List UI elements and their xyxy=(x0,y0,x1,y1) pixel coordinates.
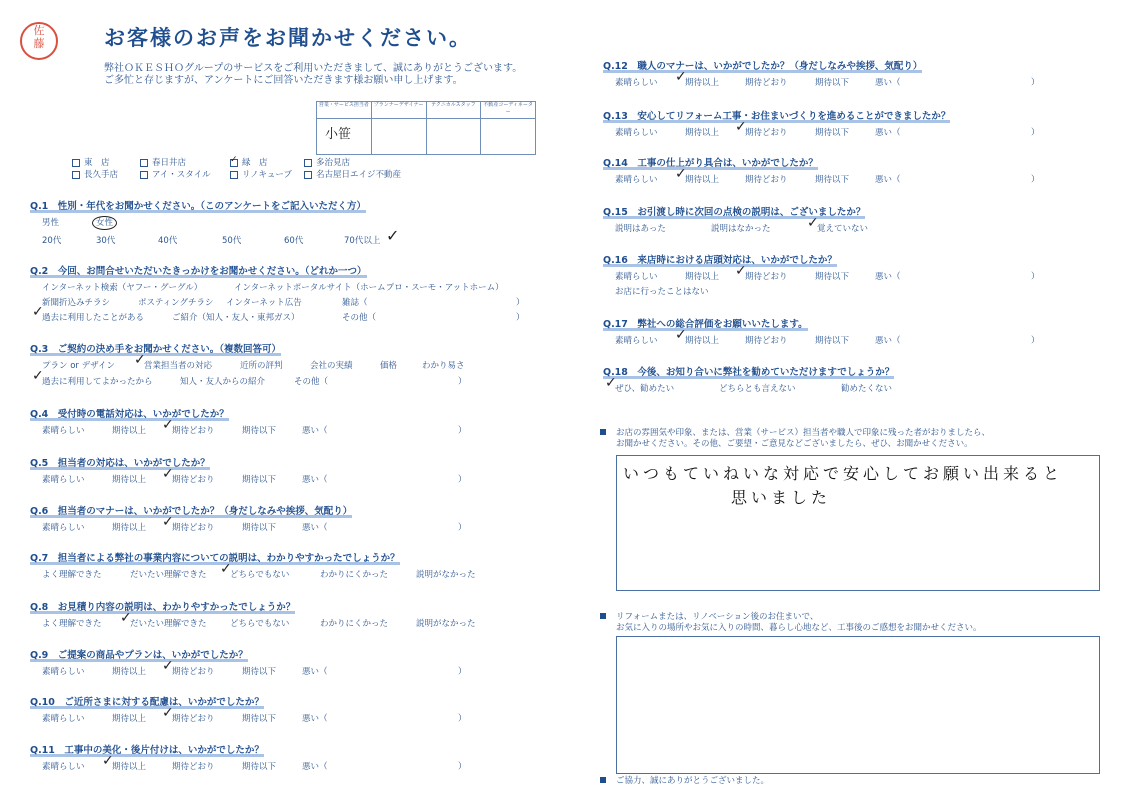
answer-row: 素晴らしい 期待以上 ✓ 期待どおり 期待以下 悪い（ ） xyxy=(30,473,210,485)
answer-option[interactable]: 期待どおり xyxy=(745,336,788,346)
question-5 xyxy=(30,455,467,485)
answer-option-selected[interactable]: ✓ だいたい理解できた xyxy=(130,617,207,629)
checkbox[interactable] xyxy=(304,171,312,179)
answer-option[interactable]: 悪い（ xyxy=(302,714,328,724)
answer-row: 素晴らしい ✓ 期待以上 期待どおり 期待以下 悪い（ ） xyxy=(603,173,818,185)
answer-row: 素晴らしい ✓ 期待以上 期待どおり 期待以下 悪い（ ） xyxy=(603,76,922,88)
store-option[interactable]: ✓ 緑 店 xyxy=(230,158,268,169)
store-option[interactable]: 名古屋日エイジ不動産 xyxy=(304,170,401,181)
answer-option[interactable]: 50代 xyxy=(222,236,242,246)
answer-option[interactable]: プラン or デザイン xyxy=(42,361,116,371)
answer-option[interactable]: 期待以下 xyxy=(242,667,277,677)
answer-option[interactable]: 素晴らしい xyxy=(42,714,85,724)
bullet-square-icon xyxy=(600,613,606,619)
answer-option[interactable]: 価格 xyxy=(380,361,398,371)
answer-row xyxy=(603,222,869,234)
comment-2-prompt: リフォームまたは、リノベーション後のお住まいで、 お気に入りの場所やお気に入りの時間、暮らし心地など、工事後のご感想をお聞かせください。 xyxy=(600,612,982,634)
question-16 xyxy=(603,252,1040,297)
answer-option[interactable]: 期待以下 xyxy=(242,426,277,436)
answer-option[interactable]: 素晴らしい xyxy=(615,336,658,346)
question-title: Q.17 弊社への総合評価をお願いいたします。 xyxy=(603,319,808,330)
answer-option-selected[interactable]: ✓ 期待どおり xyxy=(172,424,215,436)
answer-option[interactable]: インターネット検索（ヤフー・グーグル） xyxy=(42,283,203,293)
answer-option[interactable]: 素晴らしい xyxy=(615,272,658,282)
seal-stamp xyxy=(20,22,58,60)
answer-option[interactable]: 悪い（ xyxy=(875,78,901,88)
answer-option[interactable]: 期待どおり xyxy=(745,78,788,88)
answer-option[interactable]: 悪い（ xyxy=(302,762,328,772)
answer-option[interactable]: 期待以上 xyxy=(685,272,720,282)
question-8 xyxy=(30,599,476,629)
answer-option[interactable]: 期待以下 xyxy=(242,475,277,485)
answer-option[interactable]: 悪い（ xyxy=(875,128,901,138)
staff-header: プランナーデザイナー xyxy=(372,102,426,119)
answer-option[interactable]: 悪い（ xyxy=(302,426,328,436)
intro-line-1: 弊社ＯＫＥＳＨＯグループのサービスをご利用いただきまして、誠にありがとうございます。 xyxy=(104,63,523,74)
question-title: Q.3 ご契約の決め手をお聞かせください。（複数回答可） xyxy=(30,344,282,355)
store-option[interactable]: アイ・スタイル xyxy=(140,170,211,181)
answer-option-selected[interactable]: ✓ 営業担当者の対応 xyxy=(144,359,212,371)
answer-option[interactable]: 素晴らしい xyxy=(615,175,658,185)
answer-option[interactable]: ご紹介（知人・友人・東邦ガス） xyxy=(172,313,300,323)
store-option[interactable]: 多治見店 xyxy=(304,158,350,169)
answer-row: 素晴らしい 期待以上 ✓ 期待どおり 期待以下 悪い（ ） xyxy=(30,665,248,677)
comment-1-box[interactable] xyxy=(616,455,1100,591)
question-15 xyxy=(603,204,869,234)
answer-option[interactable]: 悪い（ xyxy=(875,272,901,282)
answer-row xyxy=(30,226,400,246)
answer-option[interactable]: 会社の実績 xyxy=(310,361,353,371)
answer-option[interactable]: 期待以下 xyxy=(815,128,850,138)
answer-option-selected[interactable]: 女性 xyxy=(92,216,117,228)
bullet-square-icon xyxy=(600,429,606,435)
staff-col-realestate xyxy=(480,102,535,154)
answer-option[interactable]: 期待以上 xyxy=(112,523,147,533)
answer-option[interactable]: 悪い（ xyxy=(302,523,328,533)
answer-option-selected[interactable]: ✓ 過去に利用してよかったから xyxy=(42,375,153,387)
comment-2-box[interactable] xyxy=(616,636,1100,774)
comment-1-prompt: お店の雰囲気や印象、または、営業（サービス）担当者や職人で印象に残った者がおりましたら、 お聞かせください。その他、ご要望・ご意見などございましたら、ぜひ、お聞かせください。 xyxy=(600,428,990,450)
answer-option-selected[interactable]: ✓ 覚えていない xyxy=(817,222,868,234)
question-11 xyxy=(30,742,467,772)
answer-row xyxy=(603,382,894,394)
answer-option[interactable]: わかり易さ xyxy=(422,361,465,371)
answer-row: 素晴らしい 期待以上 ✓ 期待どおり 期待以下 悪い（ ） xyxy=(603,270,837,282)
question-title: Q.13 安心してリフォーム工事・お住まいづくりを進めることができましたか？ xyxy=(603,111,951,122)
question-2 xyxy=(30,263,525,323)
answer-option[interactable]: 期待以下 xyxy=(815,175,850,185)
answer-row xyxy=(30,617,476,629)
answer-option[interactable]: 素晴らしい xyxy=(42,523,85,533)
answer-option[interactable]: 20代 xyxy=(42,236,62,246)
answer-option[interactable]: 素晴らしい xyxy=(615,78,658,88)
answer-option[interactable]: 新聞折込みチラシ xyxy=(42,298,111,308)
question-title: Q.6 担当者のマナーは、いかがでしたか？（身だしなみや挨拶、気配り） xyxy=(30,506,353,517)
staff-name[interactable]: 小笹 xyxy=(325,127,352,142)
question-title: Q.15 お引渡し時に次回の点検の説明は、ございましたか？ xyxy=(603,207,866,218)
answer-option[interactable]: 男性 xyxy=(42,218,60,228)
question-title: Q.5 担当者の対応は、いかがでしたか？ xyxy=(30,458,210,469)
answer-option[interactable]: 素晴らしい xyxy=(42,762,85,772)
answer-option[interactable]: 70代以上 xyxy=(344,236,381,246)
answer-option[interactable]: 勧めたくない xyxy=(841,384,893,394)
answer-row: ✓ 過去に利用してよかったから 知人・友人からの紹介 その他（ ） xyxy=(30,375,281,387)
answer-row xyxy=(603,285,837,297)
staff-name[interactable] xyxy=(372,119,426,154)
answer-row: 素晴らしい 期待以上 ✓ 期待どおり 期待以下 悪い（ ） xyxy=(30,712,264,724)
answer-option[interactable]: 期待どおり xyxy=(172,762,215,772)
answer-option[interactable]: 期待以下 xyxy=(242,762,277,772)
answer-option[interactable]: よく理解できた xyxy=(42,570,102,580)
store-option[interactable]: 春日井店 xyxy=(140,158,186,169)
checkbox[interactable] xyxy=(230,171,238,179)
question-9 xyxy=(30,647,467,677)
page-title: お客様のお声をお聞かせください。 xyxy=(104,26,472,50)
answer-option[interactable]: 悪い（ xyxy=(302,475,328,485)
staff-header: 営業・サービス担当者 xyxy=(317,102,371,119)
intro-line-2: ご多忙と存じますが、アンケートにご回答いただきます様お願い申し上げます。 xyxy=(104,75,463,86)
question-title: Q.1 性別・年代をお聞かせください。（このアンケートをご記入いただく方） xyxy=(30,201,366,212)
answer-option[interactable]: 期待以上 xyxy=(112,667,147,677)
checkbox[interactable] xyxy=(72,171,80,179)
staff-name[interactable] xyxy=(481,119,535,154)
answer-row: 素晴らしい ✓ 期待以上 期待どおり 期待以下 悪い（ ） xyxy=(30,760,264,772)
answer-option[interactable]: その他（ xyxy=(294,377,329,387)
answer-option-selected[interactable]: ✓ 期待どおり xyxy=(745,126,788,138)
answer-option[interactable]: 説明がなかった xyxy=(416,619,476,629)
answer-option[interactable]: 期待以下 xyxy=(242,523,277,533)
answer-option-selected[interactable]: ✓ 期待どおり xyxy=(745,270,788,282)
question-title: Q.8 お見積り内容の説明は、わかりやすかったでしょうか？ xyxy=(30,602,296,613)
answer-row: 素晴らしい 期待以上 ✓ 期待どおり 期待以下 悪い（ ） xyxy=(30,424,229,436)
question-title: Q.12 職人のマナーは、いかがでしたか？（身だしなみや挨拶、気配り） xyxy=(603,61,923,72)
question-10 xyxy=(30,694,467,724)
store-option[interactable]: 東 店 xyxy=(72,158,110,169)
answer-option[interactable]: わかりにくかった xyxy=(320,570,389,580)
answer-option[interactable]: 素晴らしい xyxy=(42,475,85,485)
answer-option[interactable]: わかりにくかった xyxy=(320,619,389,629)
answer-option[interactable]: 40代 xyxy=(158,236,178,246)
question-title: Q.7 担当者による弊社の事業内容についての説明は、わかりやすかったでしょうか？ xyxy=(30,553,400,564)
footer: ご協力、誠にありがとうございました。 xyxy=(600,776,769,787)
checkbox[interactable] xyxy=(72,159,80,167)
answer-option[interactable]: 期待以上 xyxy=(112,475,147,485)
question-14 xyxy=(603,155,1040,185)
question-6 xyxy=(30,503,467,533)
answer-row xyxy=(30,568,476,580)
store-option[interactable]: リノキューブ xyxy=(230,170,292,181)
answer-option[interactable]: 悪い（ xyxy=(302,667,328,677)
answer-option[interactable]: 知人・友人からの紹介 xyxy=(180,377,266,387)
answer-option[interactable]: 期待以上 xyxy=(112,426,147,436)
answer-option[interactable]: 悪い（ xyxy=(875,336,901,346)
answer-option[interactable]: 60代 xyxy=(284,236,304,246)
answer-option[interactable]: 期待以下 xyxy=(815,272,850,282)
answer-option-selected[interactable]: ✓ どちらでもない xyxy=(230,568,289,580)
answer-row: 素晴らしい 期待以上 ✓ 期待どおり 期待以下 悪い（ ） xyxy=(603,126,950,138)
question-18 xyxy=(603,364,894,394)
answer-option-selected[interactable]: ✓ 期待どおり xyxy=(172,473,215,485)
answer-row: 素晴らしい ✓ 期待以上 期待どおり 期待以下 悪い（ ） xyxy=(603,334,808,346)
checkbox[interactable] xyxy=(304,159,312,167)
answer-option-selected[interactable]: ✓ 期待どおり xyxy=(172,712,215,724)
answer-option-selected[interactable]: ✓ ぜひ、勧めたい xyxy=(615,382,674,394)
answer-option[interactable]: よく理解できた xyxy=(42,619,102,629)
answer-option[interactable]: 期待どおり xyxy=(745,175,788,185)
question-title: Q.9 ご提案の商品やプランは、いかがでしたか？ xyxy=(30,650,248,661)
question-title: Q.4 受付時の電話対応は、いかがでしたか？ xyxy=(30,409,229,420)
seal-stamp-bottom: 藤 xyxy=(33,37,45,50)
answer-row xyxy=(30,359,465,371)
question-title: Q.14 工事の仕上がり具合は、いかがでしたか？ xyxy=(603,158,818,169)
answer-option[interactable]: その他（ xyxy=(342,313,377,323)
question-17 xyxy=(603,316,1040,346)
answer-option[interactable]: 期待以上 xyxy=(112,714,147,724)
answer-option[interactable]: お店に行ったことはない xyxy=(615,287,709,297)
question-3 xyxy=(30,341,467,387)
answer-row: 素晴らしい 期待以上 ✓ 期待どおり 期待以下 悪い（ ） xyxy=(30,521,352,533)
seal-stamp-top: 佐 xyxy=(33,24,45,37)
answer-option[interactable]: どちらでもない xyxy=(230,619,290,629)
answer-row: 新聞折込みチラシ ポスティングチラシ インターネット広告 雑誌（ ） xyxy=(42,298,525,308)
answer-option[interactable]: 期待以下 xyxy=(815,78,850,88)
checkbox-checked[interactable] xyxy=(230,159,238,167)
answer-option-selected[interactable]: ✓ 期待どおり xyxy=(172,665,215,677)
store-option[interactable]: 長久手店 xyxy=(72,170,118,181)
answer-option-selected[interactable]: ✓ 過去に利用したことがある xyxy=(42,311,144,323)
answer-option-selected[interactable]: ✓ 期待以上 xyxy=(112,760,146,772)
answer-option[interactable]: 素晴らしい xyxy=(42,426,85,436)
answer-option-selected[interactable]: ✓ 期待以上 xyxy=(685,76,719,88)
checkbox[interactable] xyxy=(140,171,148,179)
question-title: Q.16 来店時における店頭対応は、いかがでしたか？ xyxy=(603,255,837,266)
staff-col-planner xyxy=(371,102,426,154)
answer-row xyxy=(30,281,504,293)
answer-option[interactable]: 近所の評判 xyxy=(240,361,283,371)
staff-col-technical xyxy=(426,102,481,154)
answer-option[interactable]: 雑誌（ xyxy=(342,298,368,308)
check-mark: ✓ xyxy=(386,226,400,245)
answer-option[interactable]: 期待以下 xyxy=(815,336,850,346)
question-13 xyxy=(603,108,1040,138)
answer-option[interactable]: インターネット広告 xyxy=(226,298,302,308)
answer-option[interactable]: インターネットポータルサイト（ホームプロ・スーモ・アットホーム） xyxy=(234,283,504,293)
answer-option[interactable]: どちらとも言えない xyxy=(719,384,796,394)
answer-option[interactable]: 素晴らしい xyxy=(42,667,85,677)
answer-option[interactable]: 悪い（ xyxy=(875,175,901,185)
intro-text xyxy=(104,63,522,87)
staff-col-sales xyxy=(317,102,371,154)
question-title: Q.18 今後、お知り合いに弊社を勧めていただけますでしょうか？ xyxy=(603,367,895,378)
answer-option-selected[interactable]: ✓ 期待以上 xyxy=(685,173,719,185)
question-1 xyxy=(30,198,400,246)
answer-row: ✓ 過去に利用したことがある ご紹介（知人・友人・東邦ガス） その他（ ） xyxy=(30,311,367,323)
answer-option-selected[interactable]: ✓ 期待どおり xyxy=(172,521,215,533)
staff-table xyxy=(316,101,536,155)
answer-option[interactable]: ポスティングチラシ xyxy=(138,298,214,308)
answer-option[interactable]: 30代 xyxy=(96,236,116,246)
answer-option[interactable]: 説明はなかった xyxy=(711,224,771,234)
answer-option[interactable]: だいたい理解できた xyxy=(130,570,207,580)
staff-name[interactable] xyxy=(427,119,481,154)
answer-option-selected[interactable]: ✓ 期待以上 xyxy=(685,334,719,346)
question-4 xyxy=(30,406,467,436)
bullet-square-icon xyxy=(600,777,606,783)
question-title: Q.11 工事中の美化・後片付けは、いかがでしたか？ xyxy=(30,745,264,756)
answer-row xyxy=(30,216,366,228)
answer-option[interactable]: 期待以下 xyxy=(242,714,277,724)
answer-option[interactable]: 素晴らしい xyxy=(615,128,658,138)
handwritten-answer: いつもていねいな対応で安心してお願い出来ると 思いました xyxy=(623,464,1064,507)
answer-option[interactable]: 説明はあった xyxy=(615,224,666,234)
staff-header: テクニカルスタッフ xyxy=(427,102,481,119)
question-7 xyxy=(30,550,476,580)
question-title: Q.10 ご近所さまに対する配慮は、いかがでしたか？ xyxy=(30,697,264,708)
checkbox[interactable] xyxy=(140,159,148,167)
answer-option[interactable]: 期待以上 xyxy=(685,128,720,138)
question-title: Q.2 今回、お問合せいただいたきっかけをお聞かせください。（どれか一つ） xyxy=(30,266,367,277)
answer-option[interactable]: 説明がなかった xyxy=(416,570,476,580)
staff-header: 不動産コーディネーター xyxy=(481,102,535,119)
question-12 xyxy=(603,58,1040,88)
